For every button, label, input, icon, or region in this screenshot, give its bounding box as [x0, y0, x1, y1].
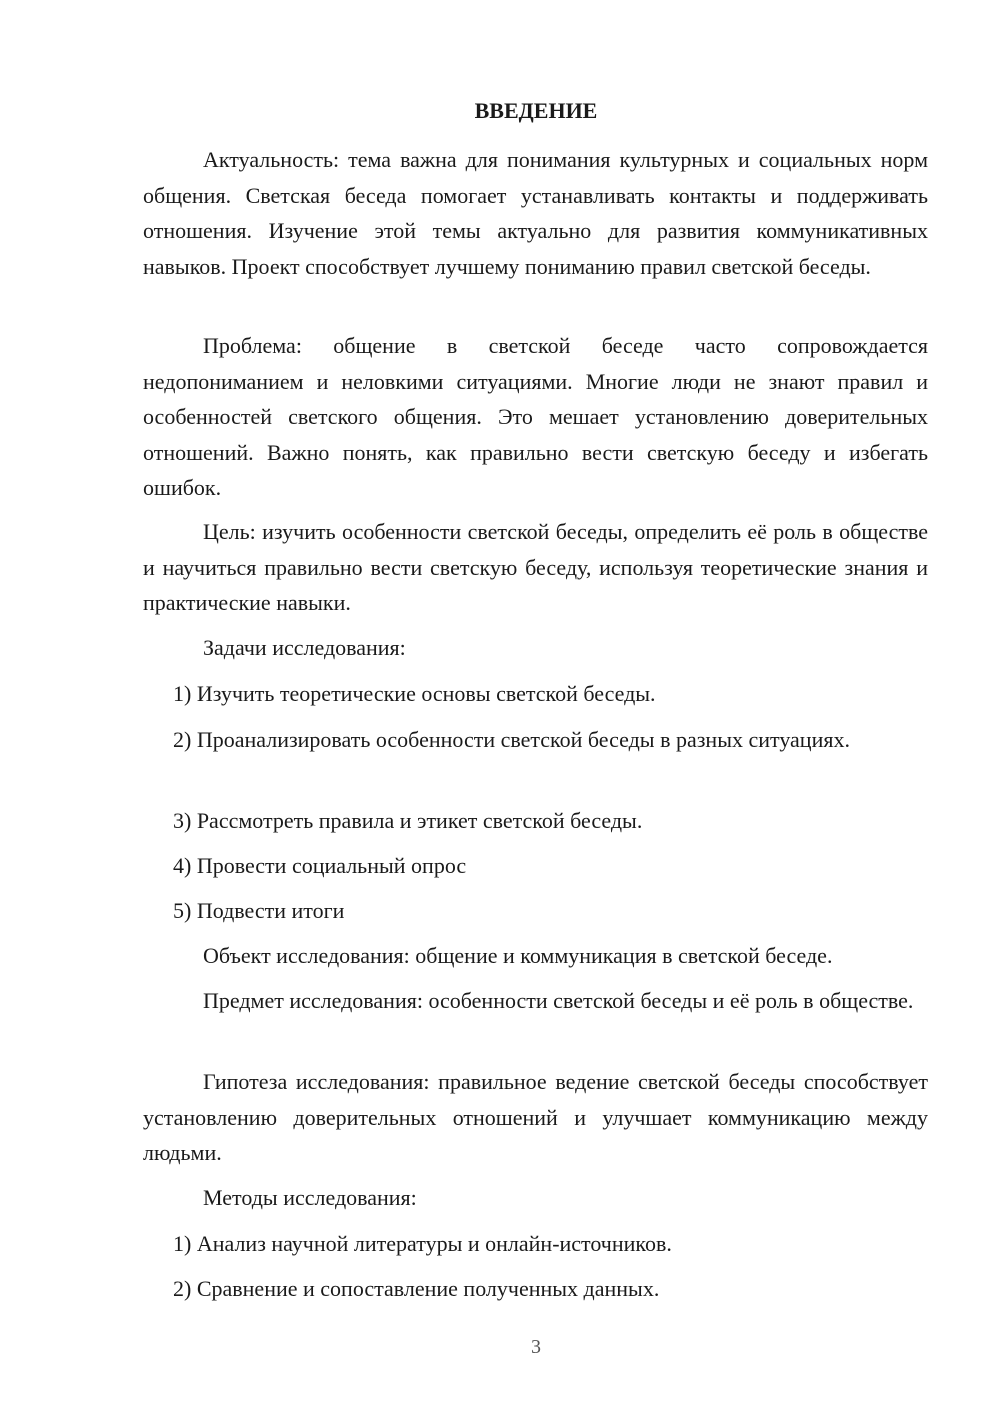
relevance-paragraph: Актуальность: тема важна для понимания культурных и социальных норм общения. Светская беседа помогает устанавливать контакты и поддерживать отношения. Изучение этой темы актуально для развития коммуникативных навыков. Проект способствует лучшему пониманию правил светской беседы.: [143, 147, 928, 279]
object-paragraph: Объект исследования: общение и коммуникация в светской беседе.: [203, 943, 833, 968]
tasks-title: Задачи исследования:: [203, 635, 406, 660]
method-item-1: 1) Анализ научной литературы и онлайн-источников.: [173, 1231, 672, 1256]
task-item-3: 3) Рассмотреть правила и этикет светской беседы.: [173, 808, 643, 833]
problem-paragraph: Проблема: общение в светской беседе часто сопровождается недопониманием и неловкими ситуациями. Многие люди не знают правил и особенностей светского общения. Это мешает установлению доверительных отношений. Важно понять, как правильно вести светскую беседу и избегать ошибок.: [143, 333, 928, 500]
hypothesis-paragraph: Гипотеза исследования: правильное ведение светской беседы способствует установлению доверительных отношений и улучшает коммуникацию между людьми.: [143, 1069, 928, 1165]
method-item-2: 2) Сравнение и сопоставление полученных данных.: [173, 1276, 660, 1301]
task-item-2: 2) Проанализировать особенности светской беседы в разных ситуациях.: [173, 727, 850, 752]
methods-title: Методы исследования:: [203, 1185, 417, 1210]
task-item-5: 5) Подвести итоги: [173, 898, 345, 923]
goal-paragraph: Цель: изучить особенности светской беседы, определить её роль в обществе и научиться правильно вести светскую беседу, используя теоретические знания и практические навыки.: [143, 519, 928, 615]
page-number: 3: [531, 1336, 541, 1358]
subject-paragraph: Предмет исследования: особенности светской беседы и её роль в обществе.: [203, 988, 914, 1013]
task-item-4: 4) Провести социальный опрос: [173, 853, 467, 878]
section-heading: ВВЕДЕНИЕ: [474, 98, 598, 123]
task-item-1: 1) Изучить теоретические основы светской беседы.: [173, 681, 656, 706]
